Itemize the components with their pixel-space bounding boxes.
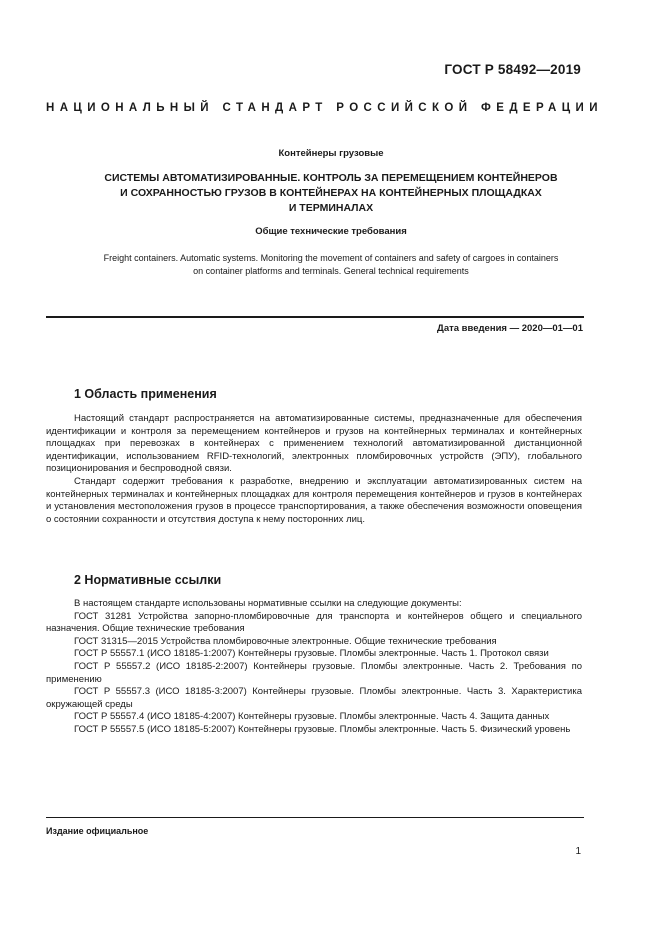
paragraph: Стандарт содержит требования к разработке, внедрению и эксплуатации автоматизированных систем на контейнерных терминалах и контейнерных площадках для контроля перемещения контейнеров и грузов в контейнерах и установления местоположения грузов в процессе транспортирования, а также обеспечения возможности оповещения о состоянии сохранности и отсутствия доступа к нему посторонних лиц. xyxy=(46,475,582,525)
document-title xyxy=(46,171,616,216)
title-divider xyxy=(46,316,584,318)
introduction-date: Дата введения — 2020—01—01 xyxy=(437,323,583,334)
footer-divider xyxy=(46,817,584,818)
official-edition-label: Издание официальное xyxy=(46,826,149,836)
section-2-title: 2 Нормативные ссылки xyxy=(74,573,222,587)
document-subtitle: Общие технические требования xyxy=(255,226,407,237)
reference-item: ГОСТ 31315—2015 Устройства пломбировочные электронные. Общие технические требования xyxy=(74,635,497,647)
page-number: 1 xyxy=(575,846,581,857)
title-line: И ТЕРМИНАЛАХ xyxy=(288,202,374,214)
reference-item: ГОСТ Р 55557.4 (ИСО 18185-4:2007) Контейнеры грузовые. Пломбы электронные. Часть 4. Защита данных xyxy=(74,711,550,723)
reference-item: ГОСТ Р 55557.5 (ИСО 18185-5:2007) Контейнеры грузовые. Пломбы электронные. Часть 5. Физический уровень xyxy=(74,723,571,735)
section-2-body xyxy=(46,598,582,737)
section-1-title: 1 Область применения xyxy=(74,387,217,401)
paragraph: Настоящий стандарт распространяется на автоматизированные системы, предназначенные для обеспечения идентификации и контроля за перемещением контейнеров и грузов на контейнерных терминалах и контейнерных площадках при перевозках в контейнерах с применением технологий автоматизированной дистанционной идентификации, использованием RFID-технологий, электронных пломбировочных устройств (ЭПУ), глобального позиционирования и беспроводной связи. xyxy=(46,413,582,475)
english-title-line: Freight containers. Automatic systems. Monitoring the movement of containers and safety of cargoes in containers xyxy=(103,253,559,263)
subject-heading: Контейнеры грузовые xyxy=(278,148,384,159)
references-intro: В настоящем стандарте использованы нормативные ссылки на следующие документы: xyxy=(74,598,462,609)
title-line: И СОХРАННОСТЬЮ ГРУЗОВ В КОНТЕЙНЕРАХ НА КОНТЕЙНЕРНЫХ ПЛОЩАДКАХ xyxy=(120,187,542,199)
national-standard-heading: НАЦИОНАЛЬНЫЙ СТАНДАРТ РОССИЙСКОЙ ФЕДЕРАЦИИ xyxy=(46,102,603,114)
reference-item: ГОСТ Р 55557.1 (ИСО 18185-1:2007) Контейнеры грузовые. Пломбы электронные. Часть 1. Протокол связи xyxy=(74,648,549,660)
english-title xyxy=(46,252,616,277)
title-line: СИСТЕМЫ АВТОМАТИЗИРОВАННЫЕ. КОНТРОЛЬ ЗА ПЕРЕМЕЩЕНИЕМ КОНТЕЙНЕРОВ xyxy=(104,172,558,184)
reference-item: ГОСТ Р 55557.2 (ИСО 18185-2:2007) Контейнеры грузовые. Пломбы электронные. Часть 2. Требования по применению xyxy=(46,660,582,685)
reference-item: ГОСТ Р 55557.3 (ИСО 18185-3:2007) Контейнеры грузовые. Пломбы электронные. Часть 3. Характеристика окружающей среды xyxy=(46,686,582,710)
english-title-line: on container platforms and terminals. General technical requirements xyxy=(193,265,469,276)
reference-item: ГОСТ 31281 Устройства запорно-пломбировочные для транспорта и контейнеров общего и специального назначения. Общие технические требования xyxy=(46,610,582,635)
document-code: ГОСТ Р 58492—2019 xyxy=(444,62,581,77)
section-1-body xyxy=(46,413,582,526)
